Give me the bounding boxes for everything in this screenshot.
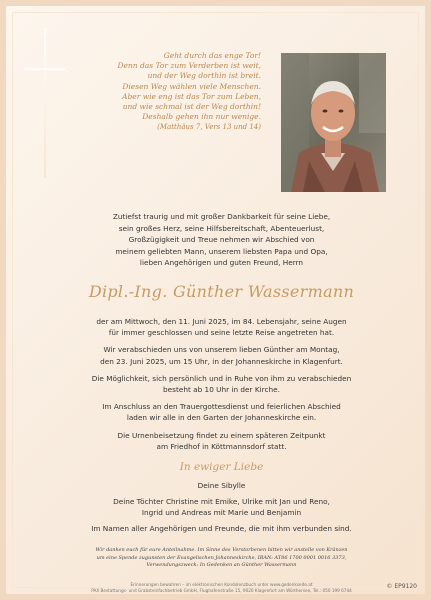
daughters-line: Deine Töchter Christine mit Emike, Ulrike mit Jan und Reno, <box>113 496 330 506</box>
intro-line: Zutiefst traurig und mit großer Dankbarkeit für seine Liebe, <box>112 212 331 221</box>
burial-paragraph <box>46 430 397 452</box>
quote-line: und der Weg dorthin ist breit. <box>147 71 261 81</box>
portrait-photo <box>281 53 386 192</box>
intro-text <box>66 211 377 269</box>
donation-note-line: Wir danken euch für eure Anteilnahme. Im Sinne des Verstorbenen bitten wir anstelle von Kränzen <box>95 547 348 553</box>
intro-line: sein großes Herz, seine Hilfsbereitschaft, Abenteuerlust, <box>118 223 325 233</box>
body-line: am Friedhof in Köttmannsdorf statt. <box>156 441 287 451</box>
family-signatures <box>46 480 397 534</box>
quote-line: Geht durch das enge Tor! <box>163 51 261 60</box>
bible-quote <box>21 51 261 133</box>
in-eternal-love-heading: In ewiger Liebe <box>179 461 264 473</box>
footer-line: Erinnerungen bewahren – im elektronischen Kondolenzbuch unter www.gedenkseite.at <box>130 582 313 587</box>
footer-line: PAX Bestattungs- und Grabsteinfachbetrieb GmbH, Flughafenstraße 15, 9020 Klagenfurt am Wörthersee, Tel.: 050 199 6744 <box>91 588 352 593</box>
relatives-line: Im Namen aller Angehörigen und Freunde, die mit ihm verbunden sind. <box>91 523 352 533</box>
quote-line: Deshalb gehen ihn nur wenige. <box>142 112 261 122</box>
body-line: Wir verabschieden uns von unserem lieben Günther am Montag, <box>103 345 340 355</box>
body-line: den 23. Juni 2025, um 15 Uhr, in der Johanneskirche in Klagenfurt. <box>100 356 343 366</box>
intro-line: Großzügigkeit und Treue nehmen wir Abschied von <box>128 235 315 244</box>
quote-line: Denn das Tor zum Verderben ist weit, <box>117 61 261 71</box>
donation-note-line: um eine Spende zugunsten der Evangelischen Johanneskirche, IBAN: AT86 1700 0001 0016 3373, <box>96 554 347 561</box>
portrait-photo-image <box>281 53 386 192</box>
body-line: laden wir alle in den Garten der Johanneskirche ein. <box>126 413 317 423</box>
quote-line: und wie schmal ist der Weg dorthin! <box>122 102 261 112</box>
funeral-home-footer <box>46 582 397 594</box>
document-code: © EP9120 <box>386 583 417 590</box>
body-line: der am Mittwoch, den 11. Juni 2025, im 84. Lebensjahr, seine Augen <box>96 317 347 326</box>
donation-note-line: Verwendungszweck: In Gedenken an Günther Wassermann <box>146 562 297 569</box>
daughters-line: Ingrid und Andreas mit Marie und Benjamin <box>141 508 302 517</box>
body-line: Im Anschluss an den Trauergottesdienst und feierlichen Abschied <box>102 402 341 412</box>
passing-paragraph <box>46 316 397 338</box>
body-line: besteht ab 10 Uhr in der Kirche. <box>163 385 280 395</box>
reception-paragraph <box>46 401 397 423</box>
announcement-body <box>46 316 397 458</box>
quote-line: Diesen Weg wählen viele Menschen. <box>122 81 261 91</box>
deceased-name: Dipl.-Ing. Günther Wassermann <box>88 282 355 301</box>
quote-reference: (Matthäus 7, Vers 13 und 14) <box>157 123 261 132</box>
farewell-paragraph <box>46 344 397 366</box>
body-line: für immer geschlossen und seine letzte Reise angetreten hat. <box>108 328 335 338</box>
intro-line: lieben Angehörigen und guten Freund, Herrn <box>139 258 304 267</box>
body-line: Die Möglichkeit, sich persönlich und in Ruhe von ihm zu verabschieden <box>91 373 352 383</box>
quote-line: Aber wie eng ist das Tor zum Leben, <box>122 91 261 101</box>
body-line: Die Urnenbeisetzung findet zu einem späteren Zeitpunkt <box>117 430 326 440</box>
wife-line: Deine Sibylle <box>197 481 246 490</box>
intro-line: meinem geliebten Mann, unserem liebsten Papa und Opa, <box>115 246 328 256</box>
viewing-paragraph <box>46 373 397 395</box>
donation-note <box>46 547 397 570</box>
